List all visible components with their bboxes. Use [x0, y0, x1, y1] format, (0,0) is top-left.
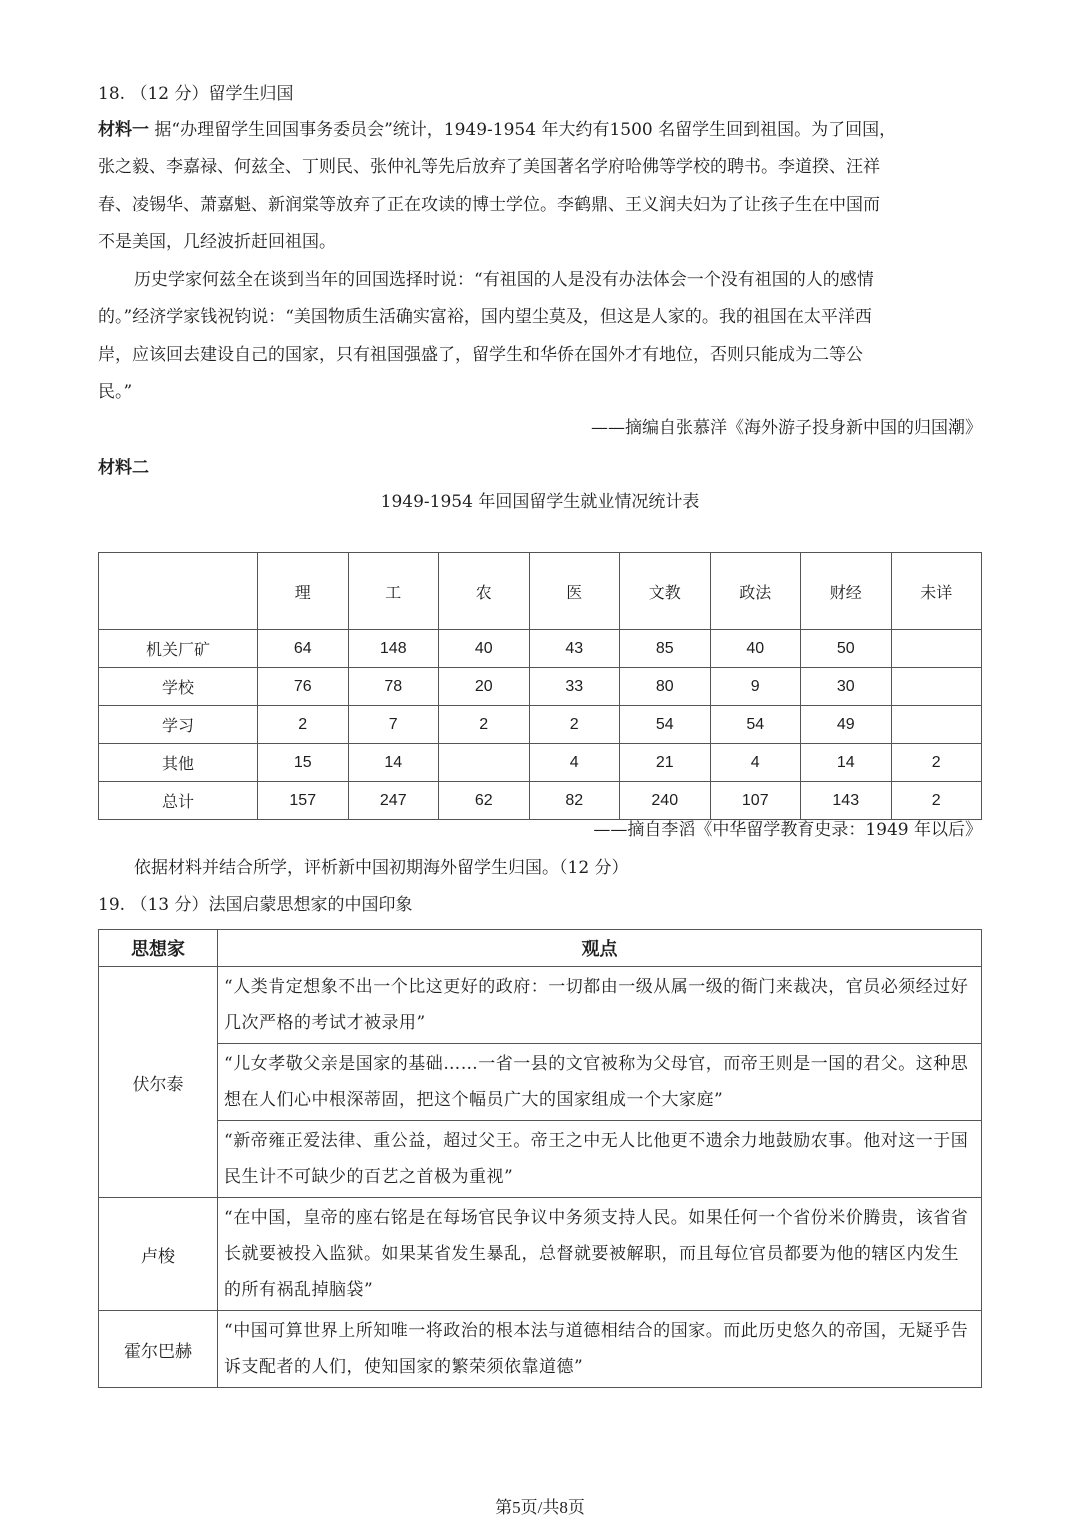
table-row: [99, 1121, 982, 1198]
thinker-name: 伏尔泰: [99, 967, 218, 1198]
material1-para2-line-2: 的。”经济学家钱祝钧说：“美国物质生活确实富裕，国内望尘莫及，但这是人家的。我的祖国在太平洋西: [98, 307, 872, 327]
q18-title: 18. （12 分）留学生归国: [98, 84, 294, 104]
table-cell: 143: [801, 782, 892, 820]
material1-line-3: 春、凌锡华、萧嘉魁、新润棠等放弃了正在攻读的博士学位。李鹤鼎、王义润夫妇为了让孩子生在中国而: [98, 195, 880, 215]
table-cell: [439, 744, 530, 782]
table-row-label: 学习: [99, 706, 258, 744]
material1-para2-line-3: 岸，应该回去建设自己的国家，只有祖国强盛了，留学生和华侨在国外才有地位，否则只能成为二等公: [98, 345, 863, 365]
table-cell: 2: [439, 706, 530, 744]
material1-line-4: 不是美国，几经波折赶回祖国。: [98, 232, 336, 252]
table-cell: 2: [529, 706, 620, 744]
table-row: [99, 967, 982, 1044]
material2-table-title: 1949-1954 年回国留学生就业情况统计表: [380, 492, 700, 512]
table-row: [99, 744, 982, 782]
material2-source: ——摘自李滔《中华留学教育史录：1949 年以后》: [593, 820, 982, 840]
table-header-cell: 文教: [620, 553, 711, 630]
table-cell: 82: [529, 782, 620, 820]
table-cell: 43: [529, 630, 620, 668]
table-cell: 148: [348, 630, 439, 668]
table-row: [99, 1044, 982, 1121]
table-cell: 247: [348, 782, 439, 820]
table-header-cell: 农: [439, 553, 530, 630]
table-cell: 21: [620, 744, 711, 782]
table-cell: [891, 706, 982, 744]
page-footer: 第5页/共8页: [495, 1498, 585, 1517]
table-cell: 20: [439, 668, 530, 706]
header-view: 观点: [218, 930, 982, 967]
table-header-cell: 财经: [801, 553, 892, 630]
table-cell: [891, 630, 982, 668]
table-header-cell: 未详: [891, 553, 982, 630]
table-cell: 2: [891, 744, 982, 782]
table-cell: 78: [348, 668, 439, 706]
table-header-cell: 理: [258, 553, 349, 630]
q18-question: 依据材料并结合所学，评析新中国初期海外留学生归国。（12 分）: [134, 858, 629, 878]
table-row-label: 总计: [99, 782, 258, 820]
table-cell: 54: [710, 706, 801, 744]
material1-source: ——摘编自张慕洋《海外游子投身新中国的归国潮》: [591, 418, 982, 438]
material1-para2-line-1: 历史学家何兹全在谈到当年的回国选择时说：“有祖国的人是没有办法体会一个没有祖国的人的感情: [134, 270, 874, 290]
material1-label: 材料一: [98, 120, 149, 140]
header-thinker: 思想家: [99, 930, 218, 967]
employment-table: [98, 552, 982, 820]
table-row: [99, 1198, 982, 1311]
table-cell: 50: [801, 630, 892, 668]
table-row: [99, 630, 982, 668]
table-cell: 157: [258, 782, 349, 820]
table-cell: 76: [258, 668, 349, 706]
table-cell: 7: [348, 706, 439, 744]
table-cell: 14: [801, 744, 892, 782]
table-cell: 85: [620, 630, 711, 668]
table-cell: 2: [258, 706, 349, 744]
thinker-quote: “在中国，皇帝的座右铭是在每场官民争议中务须支持人民。如果任何一个省份米价腾贵，该省省长就要被投入监狱。如果某省发生暴乱，总督就要被解职，而且每位官员都要为他的辖区内发生的所有祸乱掉脑袋”: [218, 1198, 982, 1311]
table-cell: 2: [891, 782, 982, 820]
table-header-cell: 工: [348, 553, 439, 630]
table-header-cell: [99, 553, 258, 630]
table-cell: 9: [710, 668, 801, 706]
material2-label: 材料二: [98, 458, 149, 478]
thinkers-table: [98, 929, 982, 1388]
thinker-quote: “人类肯定想象不出一个比这更好的政府：一切都由一级从属一级的衙门来裁决，官员必须经过好几次严格的考试才被录用”: [218, 967, 982, 1044]
table-row-label: 机关厂矿: [99, 630, 258, 668]
material1-para2-line-4: 民。”: [98, 382, 133, 402]
table-row-label: 其他: [99, 744, 258, 782]
table-row: [99, 668, 982, 706]
material1-line-2: 张之毅、李嘉禄、何兹全、丁则民、张仲礼等先后放弃了美国著名学府哈佛等学校的聘书。李道揆、汪祥: [98, 157, 880, 177]
table-cell: 64: [258, 630, 349, 668]
table-cell: 33: [529, 668, 620, 706]
table-cell: 49: [801, 706, 892, 744]
table-cell: 15: [258, 744, 349, 782]
table-cell: 4: [710, 744, 801, 782]
thinker-quote: “儿女孝敬父亲是国家的基础……一省一县的文官被称为父母官，而帝王则是一国的君父。这种思想在人们心中根深蒂固，把这个幅员广大的国家组成一个大家庭”: [218, 1044, 982, 1121]
table-row-label: 学校: [99, 668, 258, 706]
material1-text: 据“办理留学生回国事务委员会”统计，1949-1954 年大约有1500 名留学生回到祖国。为了回国，: [154, 120, 897, 140]
table-cell: 62: [439, 782, 530, 820]
table-header-cell: 政法: [710, 553, 801, 630]
table-cell: 54: [620, 706, 711, 744]
thinkers-header-row: [99, 930, 982, 967]
table-cell: 107: [710, 782, 801, 820]
table-header-row: [99, 553, 982, 630]
thinker-quote: “中国可算世界上所知唯一将政治的根本法与道德相结合的国家。而此历史悠久的帝国，无疑乎告诉支配者的人们，使知国家的繁荣须依靠道德”: [218, 1311, 982, 1388]
q19-title: 19. （13 分）法国启蒙思想家的中国印象: [98, 895, 413, 915]
table-row: [99, 782, 982, 820]
table-cell: 40: [710, 630, 801, 668]
table-row: [99, 706, 982, 744]
thinker-quote: “新帝雍正爱法律、重公益，超过父王。帝王之中无人比他更不遗余力地鼓励农事。他对这一于国民生计不可缺少的百艺之首极为重视”: [218, 1121, 982, 1198]
thinker-name: 卢梭: [99, 1198, 218, 1311]
table-cell: 240: [620, 782, 711, 820]
table-cell: 40: [439, 630, 530, 668]
table-cell: 14: [348, 744, 439, 782]
table-cell: [891, 668, 982, 706]
material1-line-1: [98, 118, 982, 142]
thinker-name: 霍尔巴赫: [99, 1311, 218, 1388]
table-header-cell: 医: [529, 553, 620, 630]
table-cell: 80: [620, 668, 711, 706]
table-cell: 4: [529, 744, 620, 782]
table-row: [99, 1311, 982, 1388]
table-cell: 30: [801, 668, 892, 706]
